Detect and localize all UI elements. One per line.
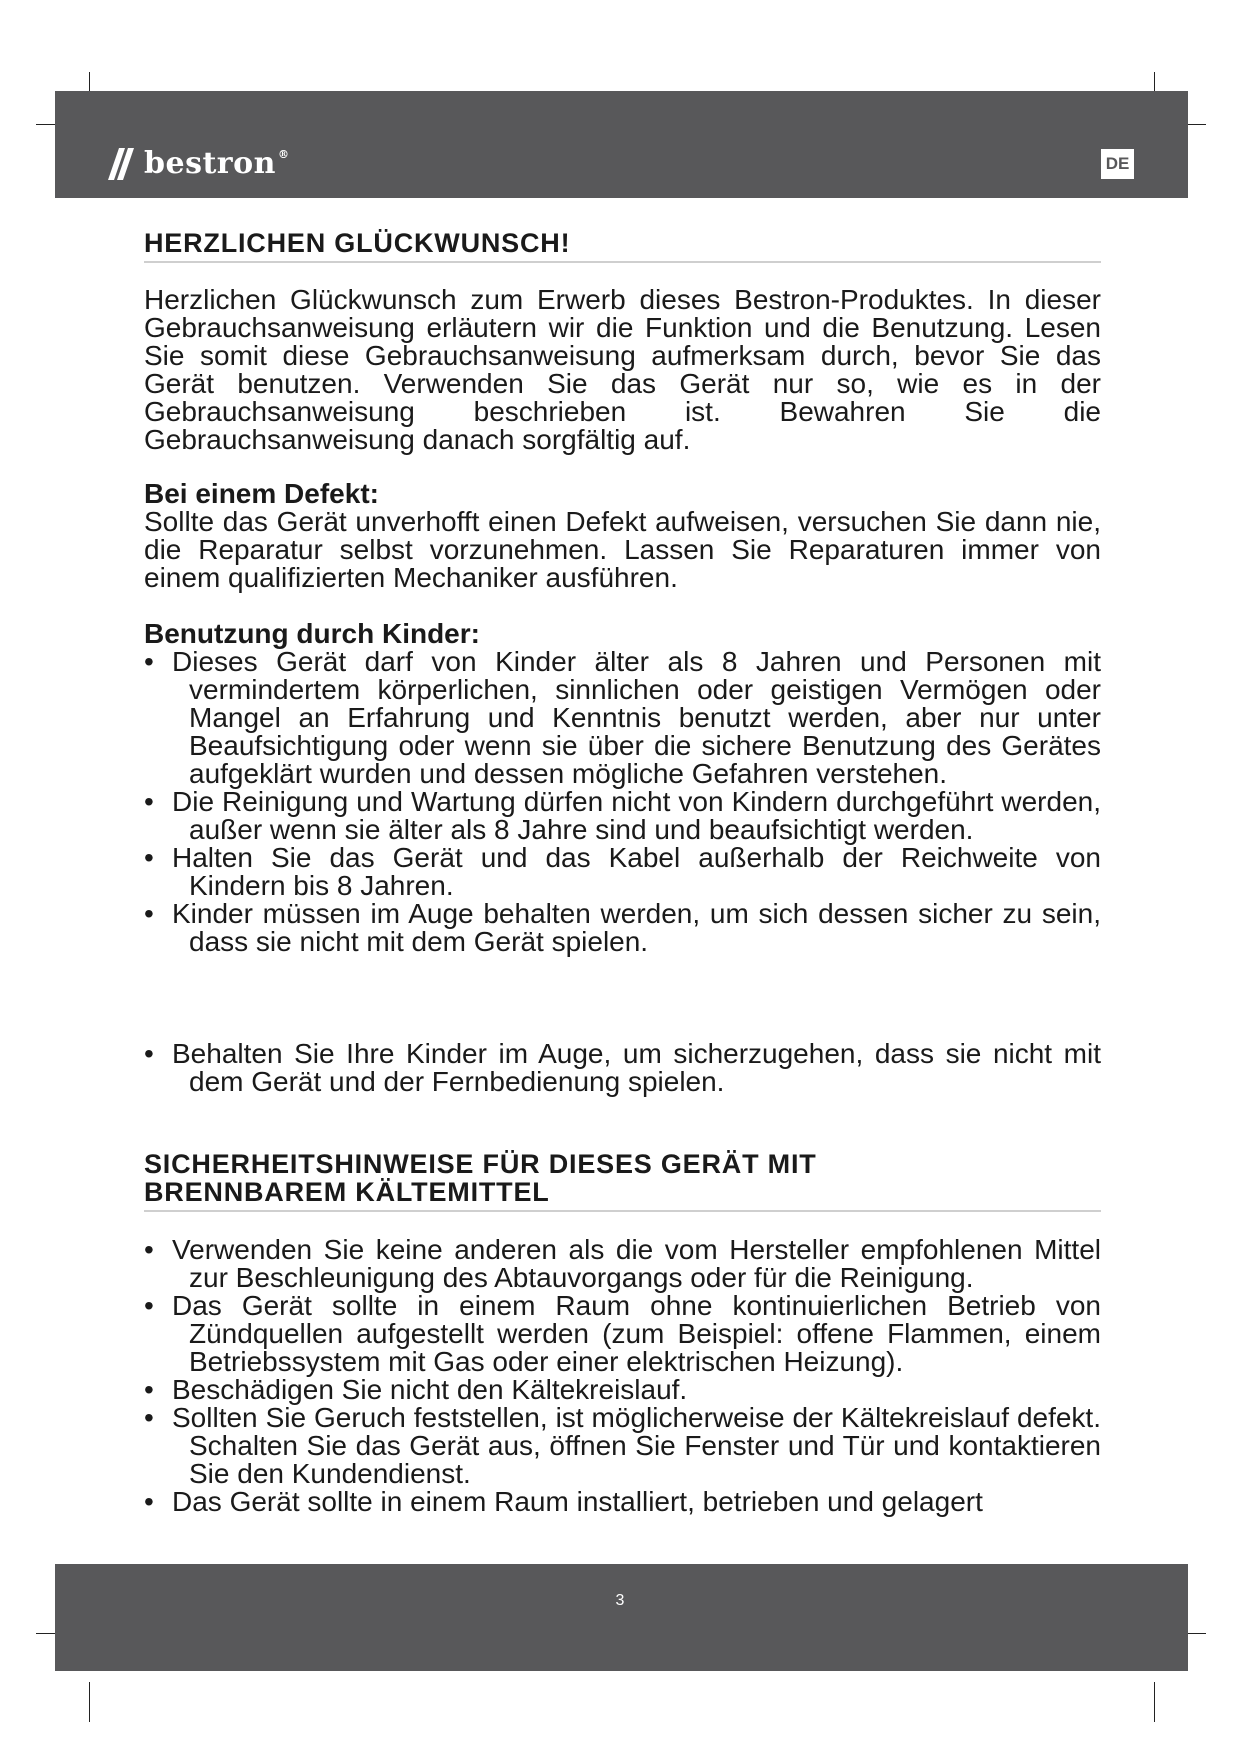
list-item: •Kinder müssen im Auge behalten werden, um sich dessen sicher zu sein, dass sie nicht mit dem Gerät spielen. [144, 900, 1101, 956]
list-item: •Verwenden Sie keine anderen als die vom Hersteller empfohlenen Mittel zur Beschleunigung des Abtauvorgangs oder für die Reinigung. [144, 1236, 1101, 1292]
section-title-line: SICHERHEITSHINWEISE FÜR DIESES GERÄT MIT [144, 1149, 817, 1179]
registered-mark: ® [277, 148, 290, 161]
page-number: 3 [615, 1592, 625, 1609]
section-title-congratulations: HERZLICHEN GLÜCKWUNSCH! [144, 229, 1101, 263]
list-item: •Das Gerät sollte in einem Raum installiert, betrieben und gelagert [144, 1488, 1101, 1516]
bullet-icon [144, 1376, 161, 1404]
bullet-icon [144, 1040, 161, 1068]
children-bullet-list [144, 648, 1101, 956]
crop-mark [1154, 1682, 1155, 1722]
defect-heading: Bei einem Defekt: [144, 478, 379, 509]
list-item: •Beschädigen Sie nicht den Kältekreislauf. [144, 1376, 1101, 1404]
bullet-icon [144, 1236, 161, 1264]
section-title-line: BRENNBAREM KÄLTEMITTEL [144, 1177, 550, 1207]
list-item: •Behalten Sie Ihre Kinder im Auge, um sicherzugehen, dass sie nicht mit dem Gerät und der Fernbedienung spielen. [144, 1040, 1101, 1096]
bullet-icon [144, 1404, 161, 1432]
bullet-icon [144, 648, 161, 676]
list-item: •Sollten Sie Geruch feststellen, ist möglicherweise der Kältekreislauf defekt. Schalten Sie das Gerät aus, öffnen Sie Fenster und Tür und kontaktieren Sie den Kundendienst. [144, 1404, 1101, 1488]
bestron-logo [106, 140, 289, 188]
bullet-icon [144, 788, 161, 816]
bullet-icon [144, 1488, 161, 1516]
section-title-safety [144, 1150, 1101, 1212]
bullet-icon [144, 900, 161, 928]
language-badge: DE [1101, 149, 1134, 179]
bullet-icon [144, 844, 161, 872]
list-item: •Die Reinigung und Wartung dürfen nicht von Kindern durchgeführt werden, außer wenn sie älter als 8 Jahre sind und beaufsichtigt werden. [144, 788, 1101, 844]
page-footer-band [55, 1564, 1188, 1671]
safety-bullet-list [144, 1236, 1101, 1516]
list-item: •Halten Sie das Gerät und das Kabel außerhalb der Reichweite von Kindern bis 8 Jahren. [144, 844, 1101, 900]
bullet-icon [144, 1292, 161, 1320]
extra-bullet-list [144, 1040, 1101, 1096]
children-heading: Benutzung durch Kinder: [144, 618, 480, 649]
crop-mark [89, 1682, 90, 1722]
logo-wordmark: bestron ® [144, 146, 290, 181]
list-item: •Dieses Gerät darf von Kinder älter als 8 Jahren und Personen mit vermindertem körperlichen, sinnlichen oder geistigen Vermögen oder Mangel an Erfahrung und Kenntnis benutzt werden, aber nur unter Beaufsichtigung oder wenn sie über die sichere Benutzung des Gerätes aufgeklärt wurden und dessen mögliche Gefahren verstehen. [144, 648, 1101, 788]
defect-paragraph: Sollte das Gerät unverhofft einen Defekt aufweisen, versuchen Sie dann nie, die Reparatur selbst vorzunehmen. Lassen Sie Reparaturen immer von einem qualifizierten Mechaniker ausführen. [144, 506, 1101, 593]
logo-chevron-icon [106, 146, 136, 182]
intro-paragraph: Herzlichen Glückwunsch zum Erwerb dieses Bestron-Produktes. In dieser Gebrauchsanweisung erläutern wir die Funktion und die Benutzung. Lesen Sie somit diese Gebrauchsanweisung aufmerksam durch, bevor Sie das Gerät benutzen. Verwenden Sie das Gerät nur so, wie es in der Gebrauchsanweisung beschrieben ist. Bewahren Sie die Gebrauchsanweisung danach sorgfältig auf. [144, 284, 1101, 455]
list-item: •Das Gerät sollte in einem Raum ohne kontinuierlichen Betrieb von Zündquellen aufgestellt werden (zum Beispiel: offene Flammen, einem Betriebssystem mit Gas oder einer elektrischen Heizung). [144, 1292, 1101, 1376]
